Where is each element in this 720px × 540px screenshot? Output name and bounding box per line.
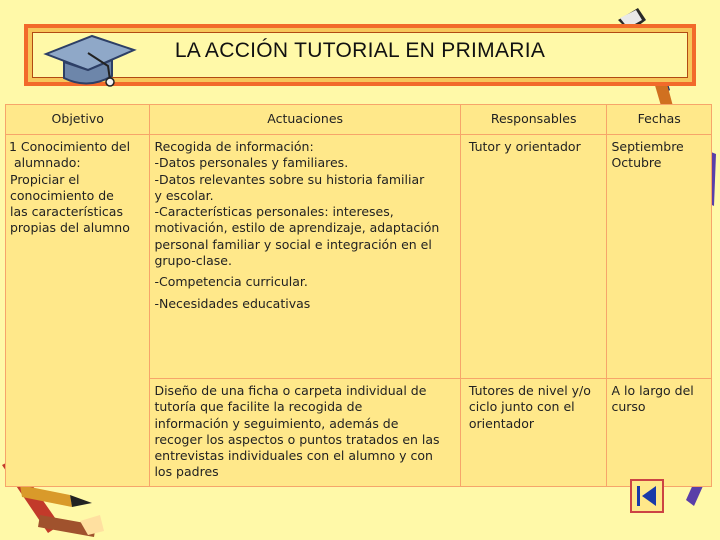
responsable-line: ciclo junto con el (468, 399, 575, 415)
objective-line: Propiciar el (10, 171, 80, 187)
fecha-line: Septiembre (611, 139, 684, 154)
responsable-line: orientador (468, 415, 535, 431)
actuaciones-cell (150, 135, 460, 379)
responsables-cell (460, 135, 607, 379)
objective-line: propias del alumno (10, 220, 130, 236)
responsables-cell (460, 379, 607, 487)
header-fechas: Fechas (607, 105, 712, 135)
actuacion-line: -Necesidades educativas (154, 295, 311, 311)
actuacion-line: información y seguimiento, además de (154, 415, 399, 431)
fecha-line: Octubre (611, 155, 662, 171)
actuacion-line: grupo-clase. (154, 253, 232, 269)
actuacion-line: -Competencia curricular. (154, 274, 308, 290)
actuacion-line: Recogida de información: (154, 139, 314, 154)
table-row (6, 135, 712, 379)
actuacion-line: -Características personales: intereses, (154, 204, 394, 220)
objective-line: 1 Conocimiento del (9, 139, 131, 154)
actuacion-line: Diseño de una ficha o carpeta individual de (154, 383, 427, 398)
objective-line: conocimiento de (10, 187, 114, 203)
fecha-line: curso (611, 399, 646, 415)
graduation-cap-icon (38, 26, 138, 90)
responsable-line: Tutores de nivel y/o (468, 383, 591, 398)
actuacion-line: tutoría que facilite la recogida de (154, 399, 363, 415)
actuacion-line: personal familiar y social e integración en el (154, 236, 432, 252)
back-to-start-icon (632, 481, 662, 511)
objective-line: alumnado: (14, 155, 81, 171)
back-to-start-button[interactable] (630, 479, 664, 513)
actuacion-line: y escolar. (154, 187, 214, 203)
header-actuaciones: Actuaciones (150, 105, 460, 135)
actuaciones-cell (150, 379, 460, 487)
actuacion-line: motivación, estilo de aprendizaje, adaptación (154, 220, 440, 236)
objective-line: las características (10, 204, 123, 220)
actuacion-line: los padres (154, 464, 219, 480)
fechas-cell (607, 135, 712, 379)
header-objetivo: Objetivo (6, 105, 150, 135)
fechas-cell (607, 379, 712, 487)
actuacion-line: recoger los aspectos o puntos tratados en las (154, 431, 440, 447)
tutorial-table (5, 104, 712, 487)
table-header-row (6, 105, 712, 135)
objective-cell (6, 135, 150, 487)
header-responsables: Responsables (460, 105, 607, 135)
actuacion-line: -Datos personales y familiares. (154, 155, 349, 171)
fecha-line: A lo largo del (611, 383, 694, 398)
actuacion-line: -Datos relevantes sobre su historia familiar (154, 171, 425, 187)
responsable-line: Tutor y orientador (468, 139, 581, 154)
actuacion-line: entrevistas individuales con el alumno y con (154, 448, 433, 464)
page-title: LA ACCIÓN TUTORIAL EN PRIMARIA (174, 39, 546, 62)
